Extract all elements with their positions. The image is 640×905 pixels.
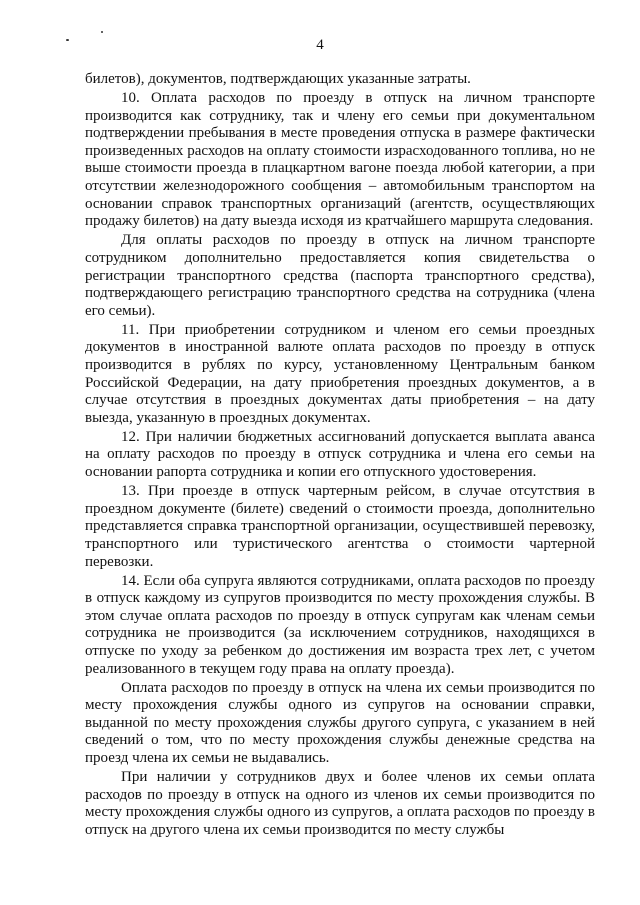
paragraph-12: 12. При наличии бюджетных ассигнований допускается выплата аванса на оплату расходов по проезду в отпуск сотрудника и члена его семьи на основании рапорта сотрудника и копии его отпускного удостоверения. — [85, 428, 595, 481]
paragraph-13: 13. При проезде в отпуск чартерным рейсом, в случае отсутствия в проездном документе (билете) сведений о стоимости проезда, дополнительно представляется справка транспортной организации, осуществившей перевозку, транспортного или туристического агентства о стоимости чартерной перевозки. — [85, 483, 595, 570]
document-body — [85, 71, 595, 841]
paragraph-14: 14. Если оба супруга являются сотрудниками, оплата расходов по проезду в отпуск каждому из супругов производится по месту прохождения службы. В этом случае оплата расходов по проезду в отпуск супругам как членам семьи сотрудника не производится (за исключением сотрудников, находящихся в отпуске по уходу за ребенком до достижения им возраста трех лет, с учетом реализованного в текущем году права на оплату проезда). — [85, 572, 595, 677]
paragraph-14-multiple-members: При наличии у сотрудников двух и более членов их семьи оплата расходов по проезду в отпуск на одного из членов их семьи производится по месту прохождения службы одного из супругов, а оплата расходов по проезду в отпуск на другого члена их семьи производится по месту службы — [85, 769, 595, 838]
paragraph-10-vehicle-docs: Для оплаты расходов по проезду в отпуск на личном транспорте сотрудником дополнительно предоставляется копия свидетельства о регистрации транспортного средства (паспорта транспортного средства), подтверждающего регистрацию транспортного средства на сотрудника (члена его семьи). — [85, 232, 595, 319]
page-number: 4 — [316, 37, 324, 53]
paragraph-14-family-member: Оплата расходов по проезду в отпуск на члена их семьи производится по месту прохождения службы одного из супругов на основании справки, выданной по месту прохождения службы другого супруга, с указанием в ней сведений о том, что по месту прохождения службы денежные средства на проезд члена их семьи не выдавались. — [85, 679, 595, 767]
paragraph-11: 11. При приобретении сотрудником и членом его семьи проездных документов в иностранной валюте оплата расходов по проезду в отпуск производится в рублях по курсу, установленному Центральным банком Российской Федерации, на дату приобретения проездных документов, а в случае отсутствия в проездных документах даты приобретения – на дату выезда, указанную в проездных документах. — [85, 321, 595, 426]
paragraph-continued: билетов), документов, подтверждающих указанные затраты. — [85, 71, 471, 87]
scan-speck — [101, 31, 103, 33]
paragraph-10: 10. Оплата расходов по проезду в отпуск на личном транспорте производится как сотруднику, так и члену его семьи при документальном подтверждении пребывания в месте проведения отпуска в размере фактически произведенных расходов на оплату стоимости израсходованного топлива, но не выше стоимости проезда в плацкартном вагоне поезда любой категории, а при отсутствии железнодорожного сообщения – автомобильным транспортом на основании справок транспортных организаций (агентств, осуществляющих продажу билетов) на дату выезда исходя из кратчайшего маршрута следования. — [85, 90, 595, 230]
